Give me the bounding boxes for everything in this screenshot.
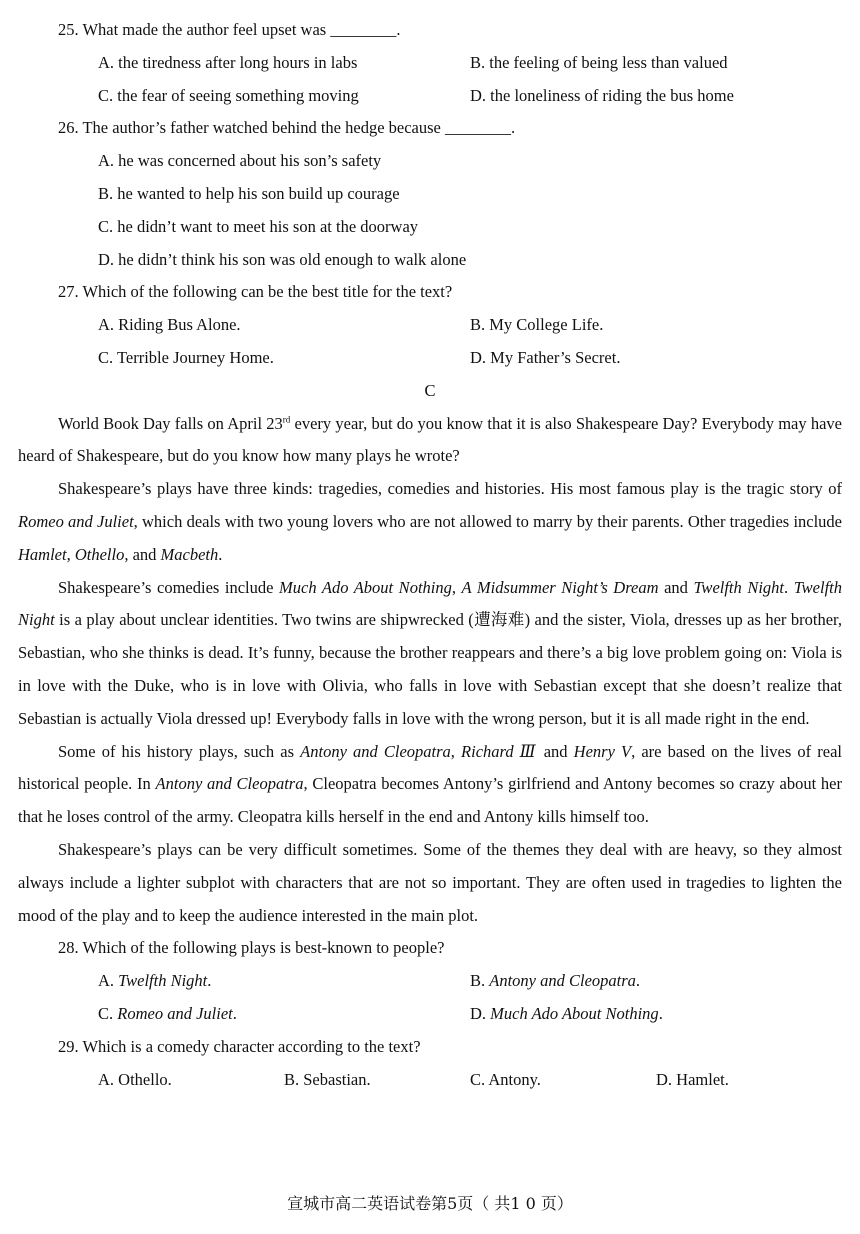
text-run: and xyxy=(537,741,574,761)
play-title: Much Ado About Nothing xyxy=(279,577,452,597)
option-d: D. Hamlet. xyxy=(656,1069,729,1089)
play-title: Macbeth xyxy=(160,544,219,564)
play-title: Richard Ⅲ xyxy=(461,741,538,761)
text-run: , which deals with two young lovers who are not allowed to marry by their parents. Other tragedies include xyxy=(133,511,843,531)
question-28 xyxy=(18,932,842,1030)
option-a: A. Riding Bus Alone. xyxy=(98,315,241,335)
option-d: D. My Father’s Secret. xyxy=(470,347,621,367)
text-run: , xyxy=(66,544,75,564)
option-end: . xyxy=(232,1003,237,1023)
text-run: , xyxy=(450,741,462,761)
option-b: B. he wanted to help his son build up courage xyxy=(98,183,400,203)
question-29 xyxy=(18,1031,842,1097)
play-title: Henry V xyxy=(573,741,632,761)
option-letter: A. xyxy=(98,971,119,991)
option-c: C. the fear of seeing something moving xyxy=(98,85,359,105)
option-c xyxy=(98,998,470,1031)
passage-paragraph-1 xyxy=(18,408,842,474)
play-title: Hamlet xyxy=(18,544,67,564)
question-stem: 28. Which of the following plays is best-known to people? xyxy=(58,938,445,958)
option-letter: C. xyxy=(98,1003,118,1023)
question-stem: 27. Which of the following can be the best title for the text? xyxy=(58,282,453,302)
option-row xyxy=(98,309,842,342)
option-row xyxy=(98,1064,842,1097)
option-d xyxy=(470,998,842,1031)
play-title: Romeo and Juliet xyxy=(18,511,134,531)
play-title: Antony and Cleopatra xyxy=(300,741,451,761)
option-end: . xyxy=(207,971,212,991)
question-stem: 29. Which is a comedy character according to the text? xyxy=(58,1036,421,1056)
option-d: D. the loneliness of riding the bus home xyxy=(470,85,734,105)
text-run: Shakespeare’s plays have three kinds: tragedies, comedies and histories. His most famous play is the tragic story of xyxy=(58,479,842,499)
play-title: Othello xyxy=(74,544,125,564)
question-25 xyxy=(18,14,842,112)
options xyxy=(18,47,842,113)
option-end: . xyxy=(658,1003,663,1023)
text-run: , are based on the lives of real historical people. In xyxy=(18,741,843,794)
play-title: Twelfth Night xyxy=(118,971,208,991)
text-run: , and xyxy=(124,544,161,564)
option-d: D. he didn’t think his son was old enough to walk alone xyxy=(98,249,467,269)
option-a xyxy=(98,965,470,998)
option-c: C. Terrible Journey Home. xyxy=(98,347,274,367)
option-row xyxy=(98,998,842,1031)
option-b xyxy=(470,965,842,998)
option-letter: D. xyxy=(470,1003,491,1023)
text-run: and xyxy=(658,577,694,597)
option-row xyxy=(98,80,842,113)
option-row xyxy=(98,47,842,80)
text-run: is a play about unclear identities. Two twins are shipwrecked (遭海难) and the sister, Viola, dresses up as her brother, Sebastian, who she thinks is dead. It’s funny, because the brother reappears and there’s a big love problem going on: Viola is in love with the Duke, who is in love with Olivia, who falls in love with Sebastian except that she doesn’t realize that Sebastian is actually Viola dressed up! Everybody falls in love with the wrong person, but it is all made right in the end. xyxy=(18,610,842,728)
play-title: Twelfth Night xyxy=(693,577,785,597)
options xyxy=(18,309,842,375)
text-run: Some of his history plays, such as xyxy=(58,741,301,761)
text-run: Shakespeare’s comedies include xyxy=(58,577,280,597)
play-title: Romeo and Juliet xyxy=(117,1003,233,1023)
text-run: . xyxy=(218,544,223,564)
option-row xyxy=(98,965,842,998)
play-title: Twelfth Night xyxy=(18,577,842,630)
option-a: A. he was concerned about his son’s safety xyxy=(98,151,382,171)
options xyxy=(18,965,842,1031)
play-title: Antony and Cleopatra xyxy=(155,774,304,794)
option-row xyxy=(98,342,842,375)
text-run: World Book Day falls on April 23 xyxy=(58,413,283,433)
question-stem: 26. The author’s father watched behind the hedge because ________. xyxy=(58,118,516,138)
option-c: C. Antony. xyxy=(470,1069,541,1089)
superscript: rd xyxy=(282,414,291,425)
question-27 xyxy=(18,276,842,374)
question-stem: 25. What made the author feel upset was ________. xyxy=(58,20,401,39)
option-end: . xyxy=(635,971,641,991)
question-26 xyxy=(18,112,842,276)
option-b: B. Sebastian. xyxy=(284,1069,371,1089)
text-run: , Cleopatra becomes Antony’s girlfriend and Antony becomes so crazy about her that he loses control of the army. Cleopatra kills herself in the end and Antony kills himself too. xyxy=(18,774,842,827)
page-footer: 宣城市高二英语试卷第5页（ 共1 0 页） xyxy=(287,1194,573,1213)
option-b: B. My College Life. xyxy=(470,315,604,335)
text-run: every year, but do you know that it is also Shakespeare Day? Everybody may have heard of Shakespeare, but do you know how many plays he wrote? xyxy=(18,413,842,466)
option-a: A. Othello. xyxy=(98,1069,172,1089)
passage-paragraph-5: Shakespeare’s plays can be very difficult sometimes. Some of the themes they deal with are heavy, so they almost always include a lighter subplot with characters that are not so important. They are often used in tragedies to lighten the mood of the play and to keep the audience interested in the main plot. xyxy=(18,839,842,925)
option-c: C. he didn’t want to meet his son at the doorway xyxy=(98,216,419,236)
passage-paragraph-4 xyxy=(18,736,842,834)
option-a: A. the tiredness after long hours in labs xyxy=(98,52,358,72)
text-run: . xyxy=(784,577,794,597)
options xyxy=(18,145,842,276)
passage-paragraph-3 xyxy=(18,572,842,736)
text-run: , xyxy=(451,577,462,597)
section-title: C xyxy=(424,380,436,400)
option-letter: B. xyxy=(470,971,490,991)
play-title: A Midsummer Night’s Dream xyxy=(461,577,659,597)
play-title: Antony and Cleopatra xyxy=(489,971,636,991)
options xyxy=(18,1064,842,1097)
passage-paragraph-2 xyxy=(18,473,842,571)
option-b: B. the feeling of being less than valued xyxy=(470,52,728,72)
play-title: Much Ado About Nothing xyxy=(490,1003,659,1023)
